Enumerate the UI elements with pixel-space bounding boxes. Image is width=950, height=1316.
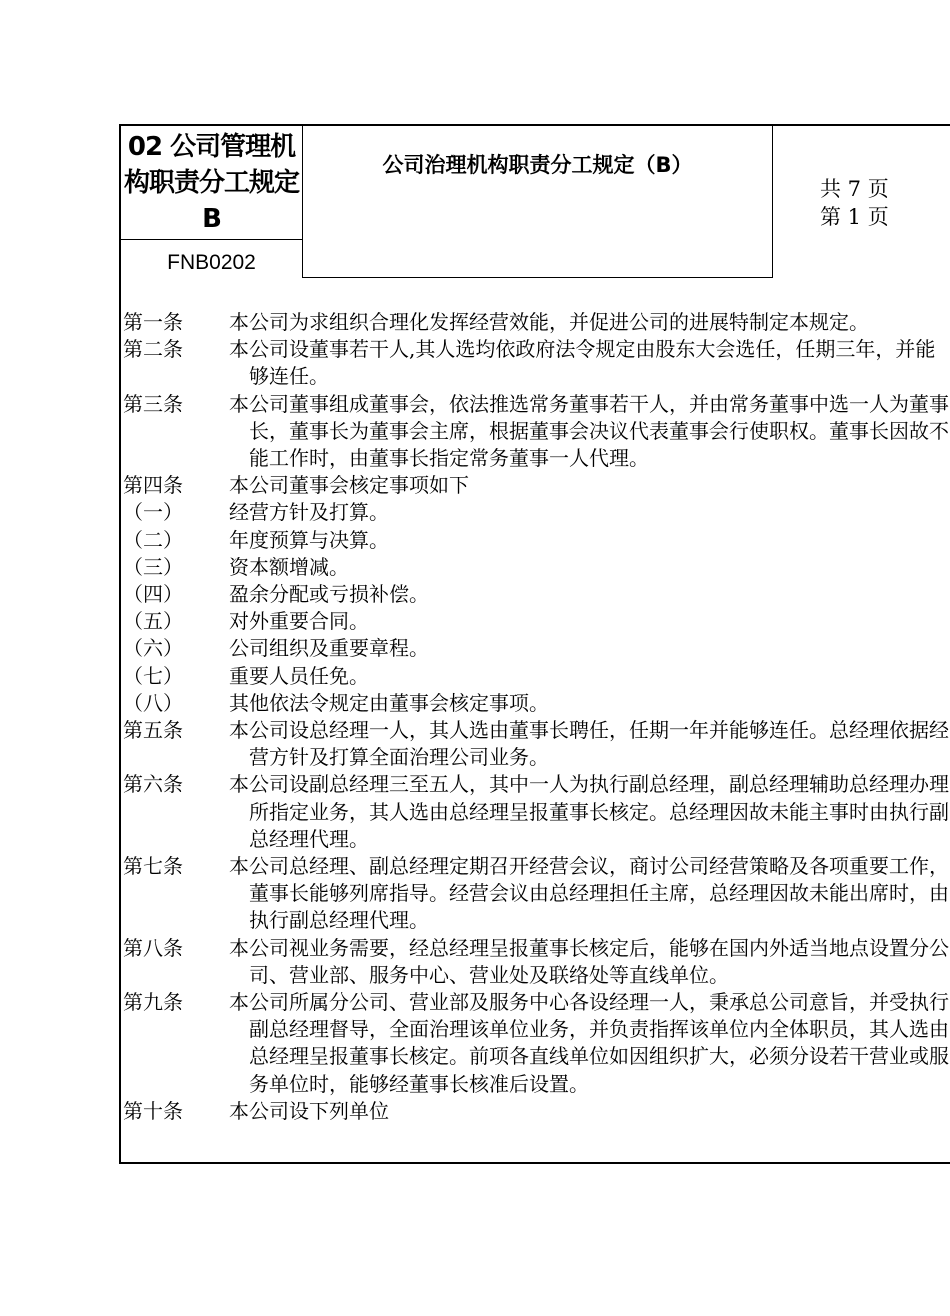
doc-code: FNB0202	[167, 251, 256, 274]
article-number: 第三条	[123, 391, 183, 416]
article-number: 第一条	[123, 310, 183, 334]
article-row	[123, 391, 950, 473]
article-row	[123, 1098, 950, 1125]
article-number: 第六条	[123, 772, 183, 797]
article-row	[123, 472, 950, 499]
article-row	[123, 635, 950, 662]
article-row	[123, 554, 950, 581]
article-row	[123, 771, 950, 853]
article-text: 本公司设董事若干人,其人选均依政府法令规定由股东大会选任，任期三年，并能够连任。	[229, 337, 936, 389]
article-number: （一）	[123, 500, 183, 525]
article-number: （四）	[123, 582, 183, 607]
doc-title: 公司治理机构职责分工规定（B）	[382, 153, 693, 177]
doc-name: 02 公司管理机构职责分工规定 B	[123, 132, 299, 234]
article-text: 年度预算与决算。	[229, 527, 389, 552]
article-number: 第五条	[123, 718, 183, 743]
article-number: 第九条	[123, 990, 183, 1015]
article-text: 本公司为求组织合理化发挥经营效能，并促进公司的进展特制定本规定。	[229, 310, 869, 334]
total-pages: 共 7 页	[820, 177, 889, 201]
article-row	[123, 690, 950, 717]
header-vline-right	[772, 126, 773, 278]
article-text: 本公司所属分公司、营业部及服务中心各设经理一人，秉承总公司意旨，并受执行副总经理督导，全面治理该单位业务，并负责指挥该单位内全体职员，其人选由总经理呈报董事长核定。前项各直线单位如因组织扩大，必须分设若干营业或服务单位时，能够经董事长核准后设置。	[229, 990, 949, 1096]
article-text: 对外重要合同。	[229, 609, 369, 634]
header-title-underline	[302, 277, 773, 278]
article-row	[123, 663, 950, 690]
article-text: 重要人员任免。	[229, 663, 369, 688]
page-info	[820, 175, 889, 231]
article-row	[123, 309, 950, 336]
article-text: 本公司总经理、副总经理定期召开经营会议，商讨公司经营策略及各项重要工作，董事长能够列席指导。经营会议由总经理担任主席，总经理因故未能出席时，由执行副总经理代理。	[229, 854, 949, 933]
article-row	[123, 581, 950, 608]
article-text: 本公司设总经理一人，其人选由董事长聘任，任期一年并能够连任。总经理依据经营方针及打算全面治理公司业务。	[229, 718, 949, 770]
article-row	[123, 989, 950, 1098]
article-row	[123, 717, 950, 771]
article-text: 公司组织及重要章程。	[229, 636, 429, 661]
article-number: （六）	[123, 636, 183, 661]
article-number: （二）	[123, 527, 183, 552]
article-text: 经营方针及打算。	[229, 500, 389, 525]
article-row	[123, 336, 950, 390]
article-row	[123, 608, 950, 635]
article-number: 第十条	[123, 1098, 183, 1123]
article-number: 第七条	[123, 854, 183, 879]
article-number: （三）	[123, 554, 183, 579]
article-number: （五）	[123, 609, 183, 634]
doc-name-cell	[121, 127, 302, 239]
article-row	[123, 499, 950, 526]
article-row	[123, 527, 950, 554]
article-text: 本公司设副总经理三至五人，其中一人为执行副总经理，副总经理辅助总经理办理所指定业务，其人选由总经理呈报董事长核定。总经理因故未能主事时由执行副总经理代理。	[229, 772, 949, 851]
articles-list	[123, 309, 950, 1125]
article-number: 第八条	[123, 935, 183, 960]
article-row	[123, 935, 950, 989]
article-number: 第二条	[123, 337, 183, 362]
article-text: 本公司设下列单位	[229, 1098, 389, 1123]
article-number: （七）	[123, 663, 183, 688]
article-text: 盈余分配或亏损补偿。	[229, 582, 429, 607]
article-number: （八）	[123, 690, 183, 715]
article-row	[123, 853, 950, 935]
current-page: 第 1 页	[820, 205, 889, 229]
article-text: 资本额增减。	[229, 554, 349, 579]
article-number: 第四条	[123, 473, 183, 498]
article-text: 本公司董事组成董事会，依法推选常务董事若干人，并由常务董事中选一人为董事长，董事长为董事会主席，根据董事会决议代表董事会行使职权。董事长因故不能工作时，由董事长指定常务董事一人代理。	[229, 391, 949, 471]
article-text: 本公司视业务需要，经总经理呈报董事长核定后，能够在国内外适当地点设置分公司、营业部、服务中心、营业处及联络处等直线单位。	[229, 935, 949, 987]
header-vline-left	[302, 126, 303, 278]
article-text: 其他依法令规定由董事会核定事项。	[229, 690, 549, 715]
article-text: 本公司董事会核定事项如下	[229, 473, 469, 498]
header-divider	[121, 239, 302, 240]
